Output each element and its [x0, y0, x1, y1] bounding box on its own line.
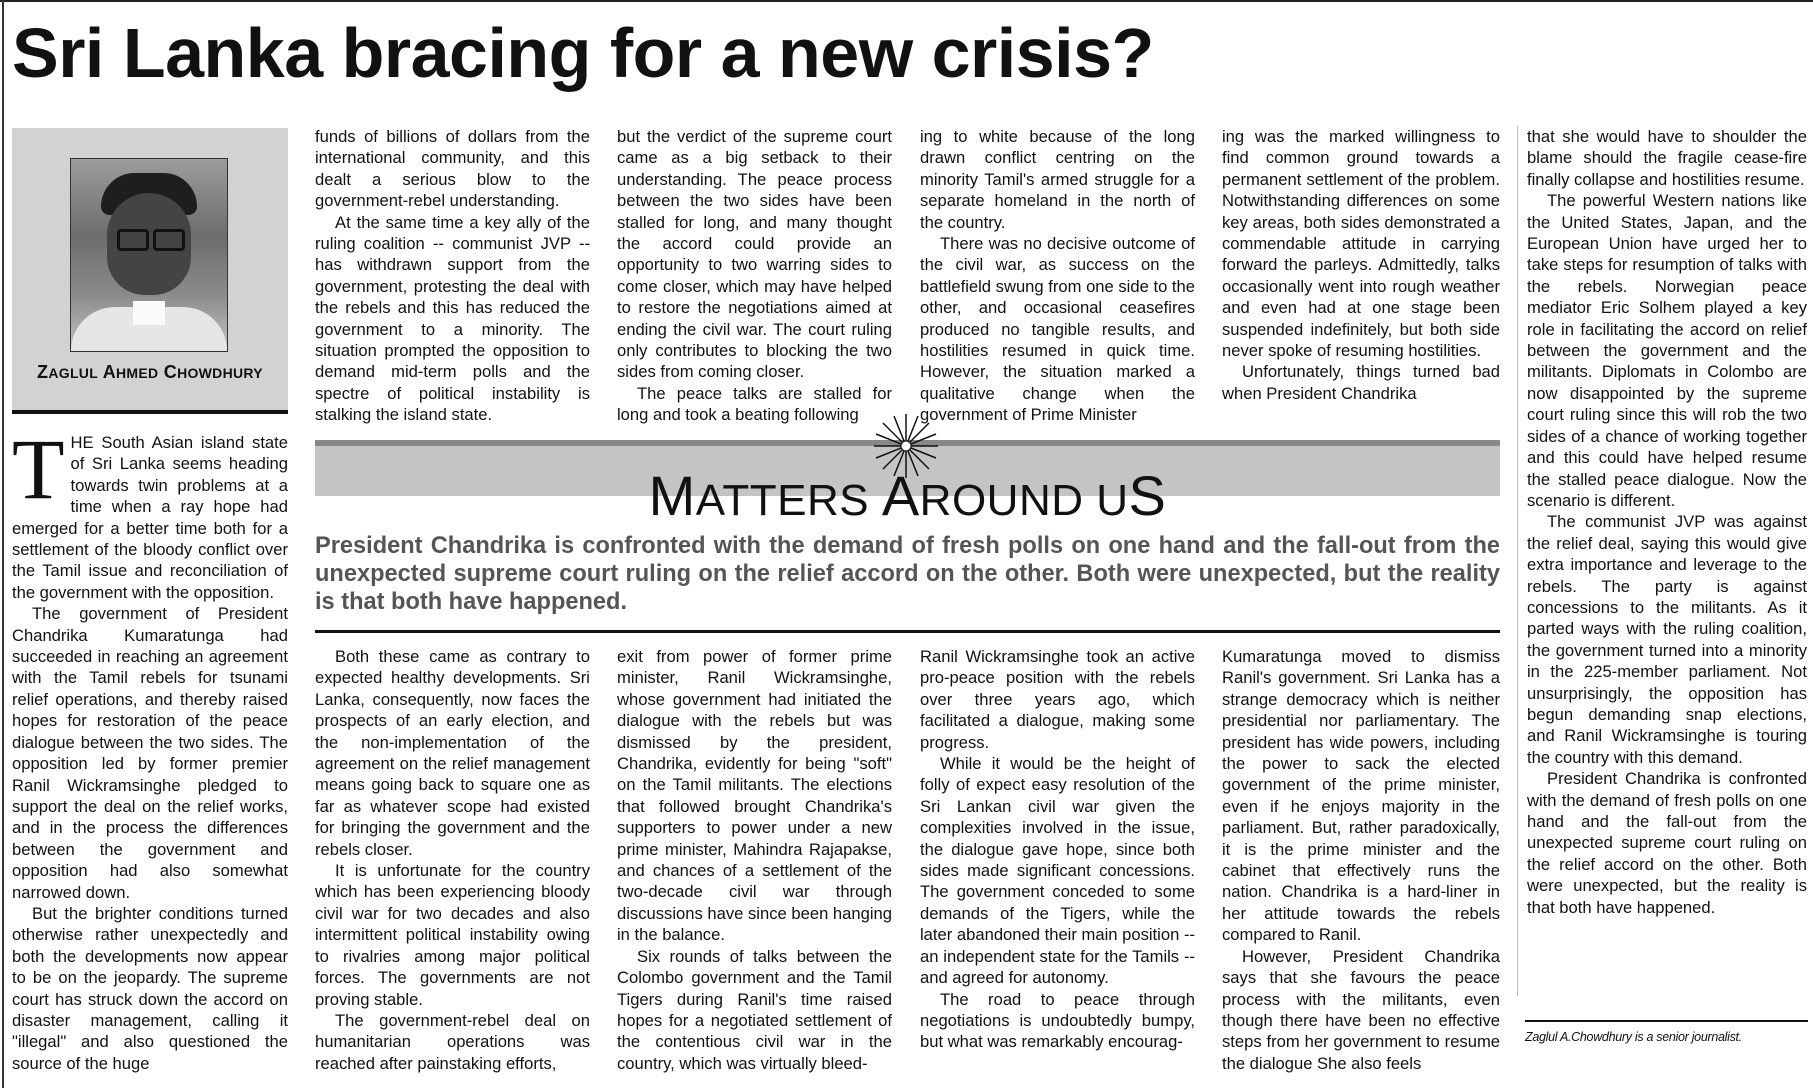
author-photo — [70, 158, 228, 352]
deck-rule — [315, 630, 1500, 633]
column-5-top: ing was the marked willingness to find common ground towards a permanent settlement of the problem. Notwithstanding differences on some key areas, both sides demonstrated a commendable attitude in carrying forward the parleys. Admittedly, talks occasionally went into rough weather and even had at one stage been suspended indefinitely, but both side never spoke of resuming hostilities. Unfortunately, things turned bad when President Chandrika — [1222, 127, 1500, 403]
column-4-top: ing to white because of the long drawn conflict centring on the minority Tamil's armed struggle for a separate homeland in the north of the country. There was no decisive outcome of the civil war, as success on the battlefield swung from one side to the other, and occasional ceasefires produced no tangible results, and hostilities resumed in quick time. However, the situation marked a qualitative change when the government of Prime Minister — [920, 127, 1195, 425]
drop-cap: T — [12, 421, 65, 517]
column-6: that she would have to shoulder the blame should the fragile cease-fire finally collapse and hostilities resume. The powerful Western nations like the United States, Japan, and the European Union have urged her to take steps for resumption of talks with the rebels. Norwegian peace mediator Eric Solhem played a key role in facilitating the accord on relief between the government and the militants. Diplomats in Colombo are now disappointed by the supreme court ruling since this will rob the two sides of a chance of working together and this could have helped resume the stalled peace dialogue. Now the scenario is different. The communist JVP was against the relief deal, saying this would give extra importance and leverage to the rebels. The party is against concessions to the militants. As it parted ways with the ruling coalition, the government turned into a minority in the 225-member parliament. Not unsurprisingly, the opposition has begun demanding snap elections, and Ranil Wickramsinghe is touring the country with this demand. President Chandrika is confronted with the demand of fresh polls on one hand and the fall-out from the unexpected supreme court ruling on the relief accord on the other. Both were unexpected, but the reality is that both have happened. — [1527, 127, 1807, 917]
deck-summary: President Chandrika is confronted with the demand of fresh polls on one hand and the fall-out from the unexpected supreme court ruling on the relief accord on the other. Both were unexpected, but the reality is that both have happened. — [315, 533, 1500, 615]
column-3-bottom: exit from power of former prime minister, Ranil Wickramsinghe, whose government had initiated the dialogue with the rebels but was dismissed by the president, Chandrika, evidently for being "soft" on the Tamil militants. The elections that followed brought Chandrika's supporters to power under a new prime minister, Mahindra Rajapakse, and chances of a settlement of the two-decade civil war through discussions have since been hanging in the balance. Six rounds of talks between the Colombo government and the Tamil Tigers during Ranil's time raised hopes for a negotiated settlement of the contentious civil war in the country, which was virtually bleed- — [617, 647, 892, 1073]
column-2-bottom: Both these came as contrary to expected healthy developments. Sri Lanka, consequently, now faces the prospects of an early election, and the non-implementation of the agreement on the relief management means going back to square one as far as whatever scope had existed for bringing the government and the rebels closer. It is unfortunate for the country which has been experiencing bloody civil war for two decades and also intermittent political instability owing to rivalries among major political forces. The governments are not proving stable. The government-rebel deal on humanitarian operations was reached after painstaking efforts, — [315, 647, 590, 1073]
column-3-top: but the verdict of the supreme court came as a big setback to their understanding. The peace process between the two sides have been stalled for long, and many thought the accord could provide an opportunity to two warring sides to come closer, which may have helped to restore the negotiations aimed at ending the civil war. The court ruling only contributes to blocking the two sides from coming closer. The peace talks are stalled for long and took a beating following — [617, 127, 892, 425]
author-box — [12, 128, 288, 414]
author-footnote: Zaglul A.Chowdhury is a senior journalist. — [1525, 1030, 1742, 1044]
top-border — [0, 0, 1813, 2]
footnote-rule — [1525, 1020, 1808, 1022]
author-byline: ZAGLUL AHMED CHOWDHURY — [37, 362, 263, 382]
column-2-top: funds of billions of dollars from the international community, and this dealt a serious blow to the government-rebel understanding. At the same time a key ally of the ruling coalition -- communist JVP -- has withdrawn support from the government, protesting the deal with the rebels and this has reduced the government to a minority. The situation prompted the opposition to demand mid-term polls and the spectre of political instability is stalking the island state. — [315, 127, 590, 425]
column-divider — [1517, 126, 1518, 996]
column-4-bottom: Ranil Wickramsinghe took an active pro-peace position with the rebels over three years ago, which facilitated a dialogue, making some progress. While it would be the height of folly of expect easy resolution of the Sri Lankan civil war given the complexities involved in the issue, the dialogue gave hope, since both sides made significant concessions. The government conceded to some demands of the Tigers, while the later abandoned their main position -- an independent state for the Tamils -- and agreed for autonomy. The road to peace through negotiations is undoubtedly bumpy, but what was remarkably encourag- — [920, 647, 1195, 1052]
left-border — [2, 0, 4, 1088]
column-5-bottom: Kumaratunga moved to dismiss Ranil's government. Sri Lanka has a strange democracy which is neither presidential nor parliamentary. The president has wide powers, including the power to sack the elected government of the prime minister, even if he enjoys majority in the parliament. But, rather paradoxically, it is the prime minister and the cabinet that effectively runs the nation. Chandrika is a hard-liner in her attitude towards the rebels compared to Ranil. However, President Chandrika says that she favours the peace process with the militants, even though there have been no effective steps from her government to resume the dialogue She also feels — [1222, 647, 1500, 1073]
headline: Sri Lanka bracing for a new crisis? — [12, 14, 1154, 92]
section-title: MATTERS AROUND US — [648, 464, 1167, 527]
column-1: THE South Asian island state of Sri Lanka seems heading towards twin problems at a time when a ray hope had emerged for a better time both for a settlement of the bloody conflict over the Tamil issue and reconciliation of the government with the opposition. The government of President Chandrika Kumaratunga had succeeded in reaching an agreement with the Tamil rebels for tsunami relief operations, and thereby raised hopes for restoration of the peace dialogue between the two sides. The opposition led by former premier Ranil Wickramsinghe pledged to support the deal on the relief works, and in the process the differences between the government and opposition had also somewhat narrowed down. But the brighter conditions turned otherwise rather unexpectedly and both the developments now appear to be on the jeopardy. The supreme court has struck down the accord on disaster management, calling it "illegal" and also questioned the source of the huge — [12, 421, 288, 1073]
